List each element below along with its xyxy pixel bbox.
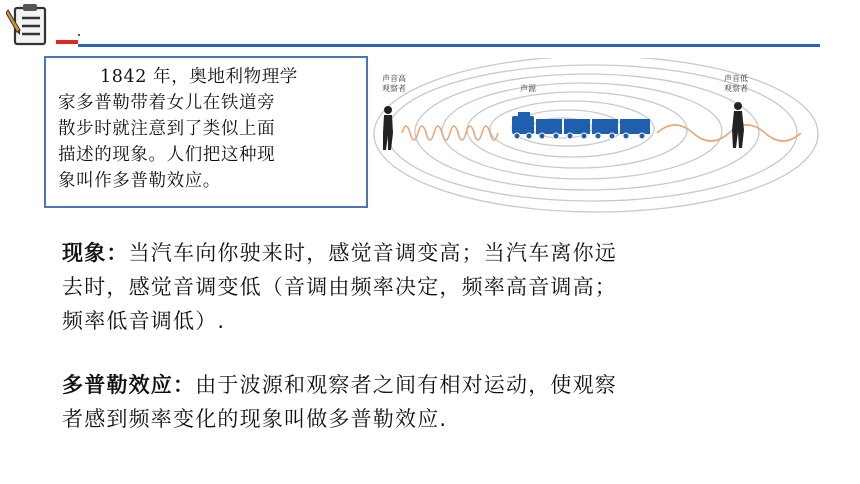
phenomenon-colon: ： — [106, 241, 129, 265]
phenomenon-term: 现象 — [62, 241, 107, 265]
phenomenon-line-2: 去时，感觉音调变低（音调由频率决定，频率高音调高； — [62, 275, 617, 299]
phenomenon-line-3: 频率低音调低）. — [62, 309, 226, 333]
checklist-logo-icon — [6, 2, 50, 46]
history-line-1: 1842 年，奥地利物理学 — [100, 67, 298, 87]
wave-illustration — [372, 58, 820, 216]
definition-line-2: 者感到频率变化的现象叫做多普勒效应. — [62, 407, 448, 431]
history-line-4: 描述的现象。人们把这种现 — [58, 145, 276, 165]
definition-term: 多普勒效应 — [62, 373, 173, 397]
history-line-3: 散步时就注意到了类似上面 — [58, 119, 276, 139]
header-red-accent — [56, 40, 78, 44]
right-observer-label-1: 声音低 — [724, 74, 748, 83]
low-pitch-observer-icon — [732, 102, 744, 148]
definition-line-1: 由于波源和观察者之间有相对运动，使观察 — [195, 373, 618, 397]
phenomenon-line-1: 当汽车向你驶来时，感觉音调变高；当汽车离你远 — [128, 241, 618, 265]
train-icon — [512, 112, 650, 139]
high-pitch-observer-icon — [383, 106, 393, 150]
right-observer-label-2: 观察者 — [724, 84, 748, 93]
left-observer-label-2: 观察者 — [382, 84, 406, 93]
definition-paragraph — [62, 368, 822, 436]
phenomenon-paragraph — [62, 236, 822, 338]
definition-colon: ： — [173, 373, 196, 397]
sound-source-label: 声源 — [520, 84, 536, 93]
header-dot — [78, 34, 80, 36]
left-observer-label-1: 声音高 — [382, 74, 406, 83]
history-line-2: 家多普勒带着女儿在铁道旁 — [58, 93, 276, 113]
doppler-history-box — [44, 56, 368, 208]
history-line-5: 象叫作多普勒效应。 — [58, 171, 221, 191]
doppler-wave-figure — [372, 58, 820, 216]
header-blue-rule — [78, 44, 820, 47]
